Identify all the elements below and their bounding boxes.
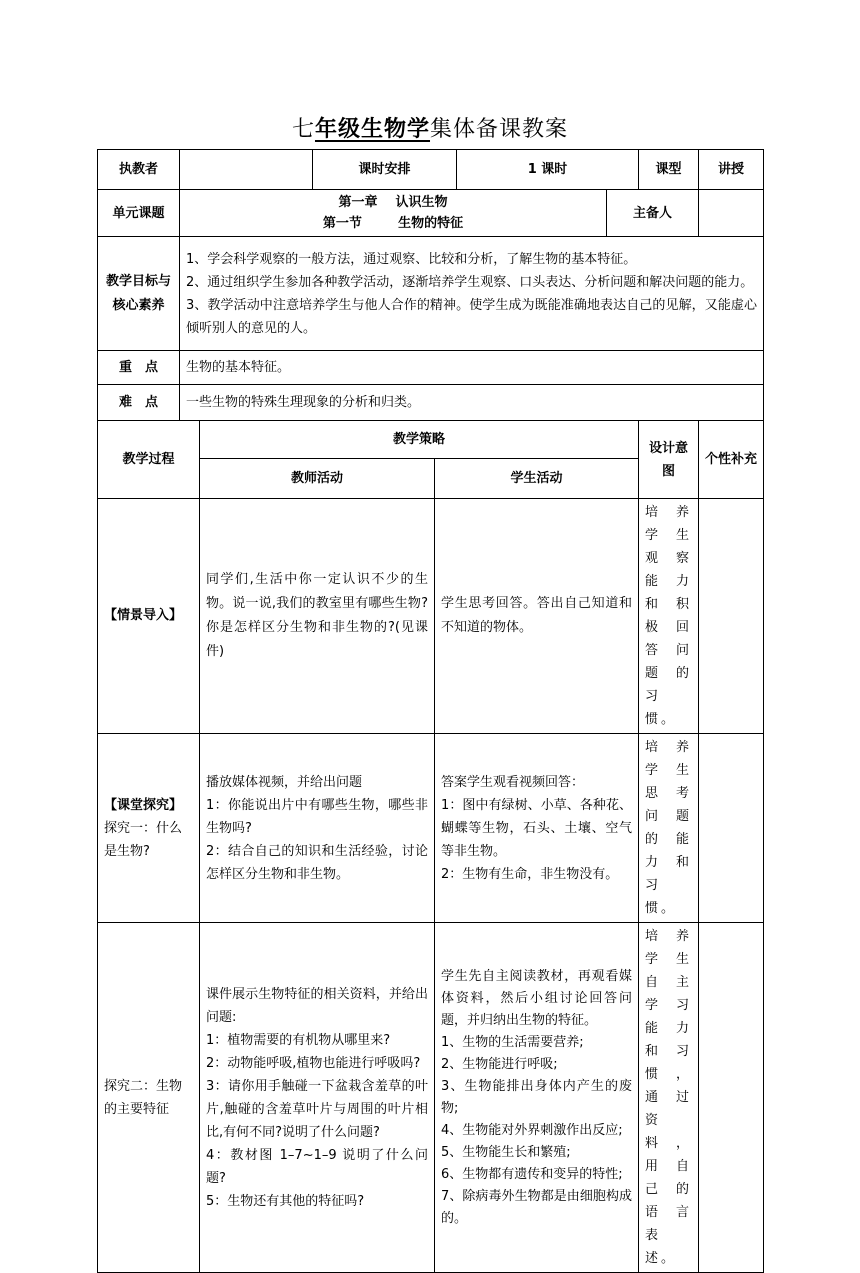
lesson-plan-table xyxy=(97,149,764,1273)
teacher-activity xyxy=(200,923,435,1273)
teacher-line: 课件展示生物特征的相关资料，并给出问题: xyxy=(206,986,428,1025)
student-line: 答案学生观看视频回答： xyxy=(441,774,585,790)
student-line: 7、除病毒外生物都是由细胞构成的。 xyxy=(441,1188,633,1226)
unit-chapter: 第一章 认识生物 xyxy=(338,195,448,210)
design-intent: 培养学生思考问题的能力和习惯。 xyxy=(639,734,699,923)
teacher-activity-label: 教师活动 xyxy=(200,459,435,499)
schedule-value: 1 课时 xyxy=(457,150,639,190)
student-line: 3、生物能排出身体内产生的废物; xyxy=(441,1078,633,1116)
teacher-line: 播放媒体视频，并给出问题 xyxy=(206,774,363,790)
key-value: 生物的基本特征。 xyxy=(180,351,764,385)
student-line: 6、生物都有遗传和变异的特性; xyxy=(441,1166,623,1182)
stage-subtitle: 探究二：生物的主要特征 xyxy=(104,1078,183,1117)
teacher-line: 2：结合自己的知识和生活经验，讨论怎样区分生物和非生物。 xyxy=(206,843,428,882)
difficult-label: 难 点 xyxy=(98,385,180,421)
extra-note xyxy=(699,923,764,1273)
intent-label: 设计意图 xyxy=(639,421,699,499)
extra-note xyxy=(699,734,764,923)
stage-cell xyxy=(98,923,200,1273)
objectives-label: 教学目标与核心素养 xyxy=(98,237,180,351)
schedule-label: 课时安排 xyxy=(313,150,457,190)
preparer-value xyxy=(699,190,764,237)
unit-row xyxy=(98,190,764,237)
teacher-line: 5：生物还有其他的特征吗? xyxy=(206,1193,365,1209)
stage-cell xyxy=(98,734,200,923)
difficult-row xyxy=(98,385,764,421)
design-intent: 培养学生观察能力和积极回答问题的习惯。 xyxy=(639,499,699,734)
teacher-line: 1：你能说出片中有哪些生物，哪些非生物吗? xyxy=(206,797,428,836)
student-activity xyxy=(435,499,639,734)
student-line: 2、生物能进行呼吸; xyxy=(441,1056,558,1072)
table-row xyxy=(98,734,764,923)
student-line: 1：图中有绿树、小草、各种花、蝴蝶等生物，石头、土壤、空气等非生物。 xyxy=(441,797,633,859)
stage-subtitle: 探究一：什么是生物? xyxy=(104,820,183,859)
teacher-value xyxy=(180,150,313,190)
teacher-activity xyxy=(200,499,435,734)
objective-item: 3、教学活动中注意培养学生与他人合作的精神。使学生成为既能准确地表达自己的见解，又能虚心倾听别人的意见的人。 xyxy=(186,297,758,336)
extra-note xyxy=(699,499,764,734)
student-line: 1、生物的生活需要营养; xyxy=(441,1034,584,1050)
key-label: 重 点 xyxy=(98,351,180,385)
table-row xyxy=(98,923,764,1273)
student-activity xyxy=(435,734,639,923)
key-row xyxy=(98,351,764,385)
table-row xyxy=(98,499,764,734)
page-title: 七年级生物学集体备课教案 xyxy=(291,117,569,142)
unit-section: 第一节 生物的特征 xyxy=(322,216,464,231)
student-line: 5、生物能生长和繁殖; xyxy=(441,1144,571,1160)
objectives-list xyxy=(180,237,764,351)
student-line: 学生思考回答。答出自己知道和不知道的物体。 xyxy=(441,596,633,635)
stage-cell xyxy=(98,499,200,734)
objectives-row xyxy=(98,237,764,351)
teacher-activity xyxy=(200,734,435,923)
type-value: 讲授 xyxy=(699,150,764,190)
teacher-line: 同学们,生活中你一定认识不少的生物。说一说,我们的教室里有哪些生物?你是怎样区分生物和非生物的?(见课件) xyxy=(206,572,428,659)
teacher-line: 1：植物需要的有机物从哪里来? xyxy=(206,1032,391,1048)
preparer-label: 主备人 xyxy=(607,190,699,237)
unit-topic xyxy=(180,190,607,237)
teacher-line: 4：教材图 1–7~1–9 说明了什么问题? xyxy=(206,1147,428,1186)
process-label: 教学过程 xyxy=(98,421,200,499)
student-line: 学生先自主阅读教材，再观看媒体资料，然后小组讨论回答问题，并归纳出生物的特征。 xyxy=(441,968,633,1028)
unit-label: 单元课题 xyxy=(98,190,180,237)
objective-item: 1、学会科学观察的一般方法，通过观察、比较和分析，了解生物的基本特征。 xyxy=(186,251,637,267)
stage-title: 【课堂探究】 xyxy=(104,797,183,813)
teacher-line: 2：动物能呼吸,植物也能进行呼吸吗? xyxy=(206,1055,421,1071)
student-line: 2：生物有生命，非生物没有。 xyxy=(441,866,619,882)
student-line: 4、生物能对外界刺激作出反应; xyxy=(441,1122,623,1138)
strategy-label: 教学策略 xyxy=(200,421,639,459)
teacher-line: 3：请你用手触碰一下盆栽含羞草的叶片,触碰的含羞草叶片与周围的叶片相比,有何不同?说明了什么问题? xyxy=(206,1078,428,1140)
extra-label: 个性补充 xyxy=(699,421,764,499)
header-row xyxy=(98,150,764,190)
student-activity-label: 学生活动 xyxy=(435,459,639,499)
difficult-value: 一些生物的特殊生理现象的分析和归类。 xyxy=(180,385,764,421)
objective-item: 2、通过组织学生参加各种教学活动，逐渐培养学生观察、口头表达、分析问题和解决问题的能力。 xyxy=(186,274,754,290)
process-header-row xyxy=(98,421,764,459)
teacher-label: 执教者 xyxy=(98,150,180,190)
student-activity xyxy=(435,923,639,1273)
type-label: 课型 xyxy=(639,150,699,190)
design-intent: 培养学生自主学习能力和习惯，通过资料，用自己的语言表述。 xyxy=(639,923,699,1273)
stage-title: 【情景导入】 xyxy=(104,608,183,623)
